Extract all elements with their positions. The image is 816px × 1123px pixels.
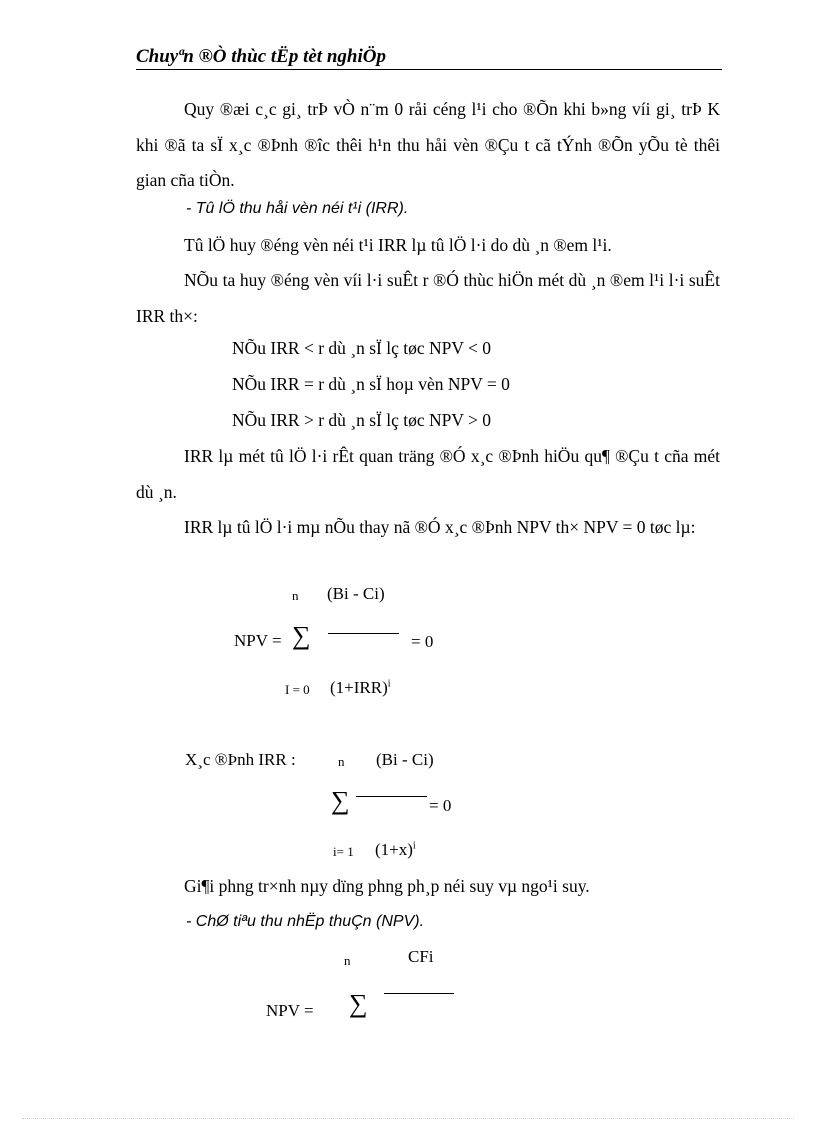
- paragraph-discounted-payback: Quy ®æi c¸c gi¸ trÞ vÒ n¨m 0 råi céng l¹i cho ®Õn khi b»ng víi gi¸ trÞ K khi ®ã ta sÏ x¸c ®Þnh ®îc thêi h¹n thu håi vèn ®Çu t cã tÝnh ®Õn yÕu tè thêi gian cña tiÒn.: [136, 99, 720, 190]
- formula2-exponent: i: [412, 840, 416, 852]
- formula3-upper-limit: n: [344, 953, 351, 968]
- section-heading-irr: - Tû lÖ thu håi vèn néi t¹i (IRR).: [186, 200, 409, 217]
- formula1-denominator: [330, 678, 391, 698]
- condition-irr-equal: NÕu IRR = r dù ¸n sÏ hoµ vèn NPV = 0: [232, 374, 510, 394]
- formula1-rhs: = 0: [411, 632, 434, 651]
- paragraph-irr-importance: IRR lµ mét tû lÖ l·i rÊt quan träng ®Ó x¸c ®Þnh hiÖu qu¶ ®Çu t cña mét dù ¸n.: [136, 446, 720, 502]
- formula3-numerator: CFi: [408, 947, 434, 966]
- section-heading-npv: - ChØ tiªu thu nhËp thuÇn (NPV).: [186, 913, 425, 930]
- condition-irr-greater: NÕu IRR > r dù ¸n sÏ lç tøc NPV > 0: [232, 410, 492, 430]
- formula1-upper-limit: n: [292, 588, 299, 603]
- formula1-exponent: i: [387, 678, 391, 690]
- formula2-numerator: (Bi - Ci): [376, 750, 434, 769]
- page-header-title: Chuyªn ®Ò thùc tËp tèt nghiÖp: [136, 46, 386, 67]
- formula3-lhs: NPV =: [266, 1001, 314, 1020]
- paragraph-irr-npv-zero: IRR lµ tû lÖ l·i mµ nÕu thay nã ®Ó x¸c ®Þnh NPV th× NPV = 0 tøc lµ:: [184, 517, 696, 537]
- formula1-sigma: ∑: [292, 621, 311, 650]
- page-bottom-divider: [22, 1118, 794, 1119]
- formula2-lower-limit: i= 1: [333, 844, 354, 859]
- header-rule: [136, 69, 722, 70]
- formula1-lower-limit: I = 0: [285, 682, 310, 697]
- formula3-fraction-bar: [384, 993, 454, 994]
- paragraph-irr-conditions-intro: NÕu ta huy ®éng vèn víi l·i suÊt r ®Ó thùc hiÖn mét dù ¸n ®em l¹i l·i suÊt IRR th×:: [136, 270, 720, 326]
- formula2-label: X¸c ®Þnh IRR :: [185, 750, 296, 769]
- paragraph-interpolation: Gi¶i phng tr×nh nµy dïng phng ph¸p néi suy vµ ngo¹i suy.: [184, 876, 590, 896]
- formula1-numerator: (Bi - Ci): [327, 584, 385, 603]
- formula3-sigma: ∑: [349, 989, 368, 1018]
- condition-irr-less: NÕu IRR < r dù ¸n sÏ lç tøc NPV < 0: [232, 338, 492, 358]
- formula2-sigma: ∑: [331, 786, 350, 815]
- formula2-rhs: = 0: [429, 796, 452, 815]
- formula2-denominator: [375, 840, 416, 860]
- formula2-upper-limit: n: [338, 754, 345, 769]
- formula1-fraction-bar: [328, 633, 399, 634]
- formula2-fraction-bar: [356, 796, 427, 797]
- formula1-denominator-base: (1+IRR): [330, 678, 388, 697]
- formula2-denominator-base: (1+x): [375, 840, 413, 859]
- formula1-lhs: NPV =: [234, 631, 282, 650]
- paragraph-irr-definition: Tû lÖ huy ®éng vèn néi t¹i IRR lµ tû lÖ l·i do dù ¸n ®em l¹i.: [184, 235, 612, 255]
